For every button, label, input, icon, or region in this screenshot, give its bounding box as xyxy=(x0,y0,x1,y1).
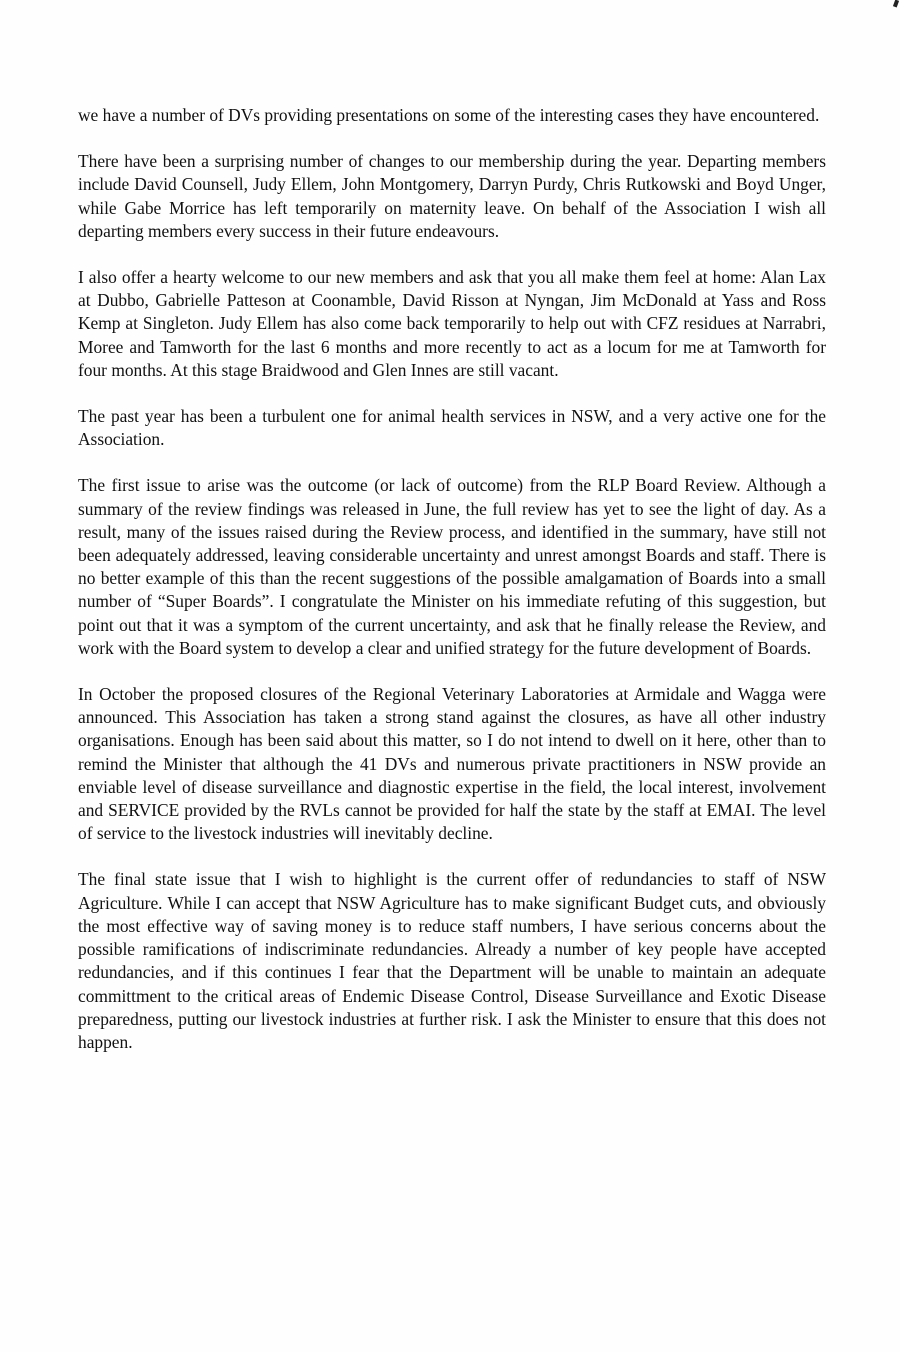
paragraph-turbulent-year: The past year has been a turbulent one for animal health services in NSW, and a very active one for the Association. xyxy=(78,406,826,450)
paragraph-presentations: we have a number of DVs providing presentations on some of the interesting cases they have encountered. xyxy=(78,105,820,125)
paragraph-membership-changes: There have been a surprising number of changes to our membership during the year. Departing members include David Counsell, Judy Ellem, John Montgomery, Darryn Purdy, Chris Rutkowski and Boyd Unger, while Gabe Morrice has left temporarily on maternity leave. On behalf of the Association I wish all departing members every success in their future endeavours. xyxy=(78,151,826,241)
paragraph-laboratory-closures: In October the proposed closures of the Regional Veterinary Laboratories at Armidale and Wagga were announced. This Association has taken a strong stand against the closures, as have all other industry organisations. Enough has been said about this matter, so I do not intend to dwell on it here, other than to remind the Minister that although the 41 DVs and numerous private practitioners in NSW provide an enviable level of disease surveillance and diagnostic expertise in the field, the local interest, involvement and SERVICE provided by the RVLs cannot be provided for half the state by the staff at EMAI. The level of service to the livestock industries will inevitably decline. xyxy=(78,684,826,844)
paragraph-redundancies: The final state issue that I wish to highlight is the current offer of redundancies to staff of NSW Agriculture. While I can accept that NSW Agriculture has to make significant Budget cuts, and obviously the most effective way of saving money is to reduce staff numbers, I have serious concerns about the possible ramifications of indiscriminate redundancies. Already a number of key people have accepted redundancies, and if this continues I fear that the Department will be unable to maintain an adequate committment to the critical areas of Endemic Disease Control, Disease Surveillance and Exotic Disease preparedness, putting our livestock industries at further risk. I ask the Minister to ensure that this does not happen. xyxy=(78,869,826,1052)
scan-corner-mark xyxy=(893,0,899,7)
paragraph-board-review: The first issue to arise was the outcome (or lack of outcome) from the RLP Board Review. Although a summary of the review findings was released in June, the full review has yet to see the light of day. As a result, many of the issues raised during the Review process, and identified in the summary, have still not been adequately addressed, leaving considerable uncertainty and unrest amongst Boards and staff. There is no better example of this than the recent suggestions of the possible amalgamation of Boards into a small number of “Super Boards”. I congratulate the Minister on his immediate refuting of this suggestion, but point out that it was a symptom of the current uncertainty, and ask that he finally release the Review, and work with the Board system to develop a clear and unified strategy for the future development of Boards. xyxy=(78,475,826,658)
document-body xyxy=(78,104,826,1077)
paragraph-new-members: I also offer a hearty welcome to our new members and ask that you all make them feel at home: Alan Lax at Dubbo, Gabrielle Patteson at Coonamble, David Risson at Nyngan, Jim McDonald at Yass and Ross Kemp at Singleton. Judy Ellem has also come back temporarily to help out with CFZ residues at Narrabri, Moree and Tamworth for the last 6 months and more recently to act as a locum for me at Tamworth for four months. At this stage Braidwood and Glen Innes are still vacant. xyxy=(78,267,826,380)
